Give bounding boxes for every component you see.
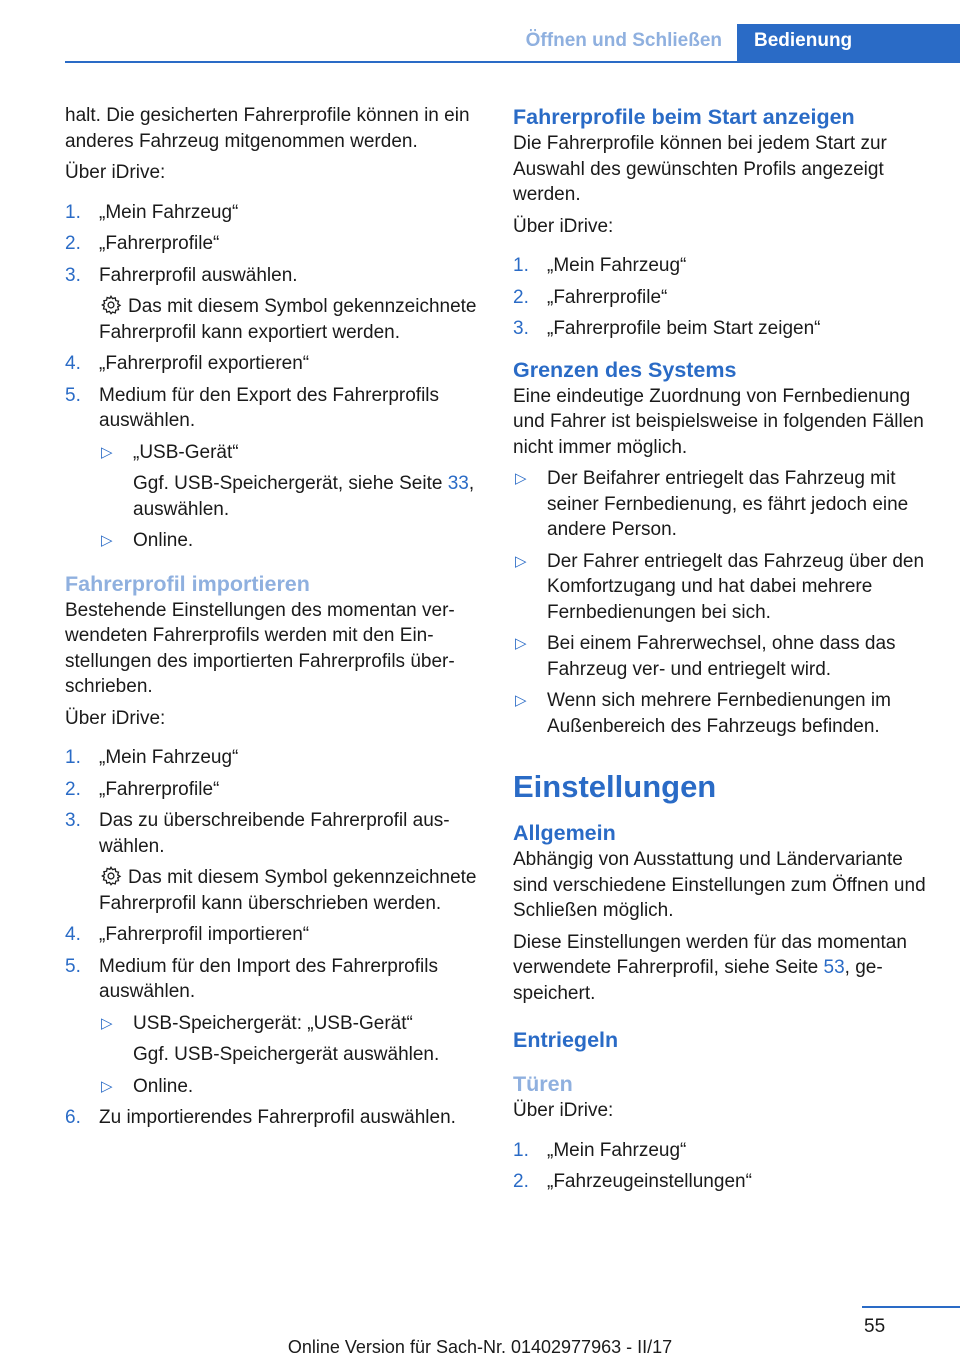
step-number: 1. xyxy=(513,1139,529,1161)
list-item xyxy=(513,466,933,543)
import-heading: Fahrerprofil importieren xyxy=(65,571,310,596)
idrive-label: Über iDrive: xyxy=(513,215,614,237)
step-number: 3. xyxy=(65,810,81,831)
step-number: 4. xyxy=(65,353,81,374)
step-number: 1. xyxy=(65,201,81,223)
header-chapter-tab: Bedienung xyxy=(737,24,960,61)
doors-heading: Türen xyxy=(513,1072,573,1096)
start-steps xyxy=(513,253,933,342)
limits-list xyxy=(513,466,933,739)
step-text: „Fahrerprofile“ xyxy=(547,286,668,308)
list-item xyxy=(65,745,477,771)
import-medium-options xyxy=(99,1011,477,1100)
header-section-title: Öffnen und Schließen xyxy=(525,30,722,51)
page-link[interactable]: 33 xyxy=(447,473,469,494)
idrive-label: Über iDrive: xyxy=(65,162,166,183)
general-heading: Allgemein xyxy=(513,821,616,845)
gear-icon xyxy=(100,294,122,316)
step-number: 3. xyxy=(65,264,81,286)
step-text: „Fahrerprofile beim Start zeigen“ xyxy=(547,318,821,339)
limits-text: Eine eindeutige Zuordnung von Fernbedienung und Fahrer ist beispielsweise in folgenden Fällen nicht immer möglich. xyxy=(513,385,924,458)
page-number: 55 xyxy=(864,1316,886,1337)
list-item xyxy=(65,231,477,257)
list-item xyxy=(99,1074,477,1100)
step-number: 6. xyxy=(65,1107,81,1128)
subtext-pre: Ggf. USB-Speichergerät, siehe Seite xyxy=(133,473,443,494)
step-text: „Fahrerprofile“ xyxy=(99,233,220,254)
bullet-text: USB-Speichergerät: „USB-Gerät“ xyxy=(133,1012,413,1034)
list-item xyxy=(513,549,933,626)
step-text: „Fahrerprofil exportieren“ xyxy=(99,353,310,374)
step-number: 4. xyxy=(65,924,81,945)
list-item xyxy=(513,688,933,739)
page-number-rule xyxy=(862,1306,960,1308)
idrive-label: Über iDrive: xyxy=(65,707,166,729)
import-steps xyxy=(65,745,477,1131)
general-text-2 xyxy=(513,930,933,1007)
intro-text: halt. Die gesicherten Fahrerprofile können in ein anderes Fahrzeug mitgenommen werden. xyxy=(65,105,470,152)
step-text: „Mein Fahrzeug“ xyxy=(99,747,239,768)
right-column xyxy=(513,103,933,1205)
list-item xyxy=(513,285,933,311)
triangle-bullet-icon: ▷ xyxy=(515,552,527,570)
bullet-text: Der Fahrer entriegelt das Fahrzeug über den Komfortzugang und hat dabei mehrere Fernbedienungen bei sich. xyxy=(547,550,925,623)
export-medium-options xyxy=(99,440,477,554)
text-pre: Diese Einstellungen werden für das momentan verwendete Fahrerprofil, siehe Seite xyxy=(513,931,907,978)
bullet-subtext xyxy=(133,471,477,522)
bullet-text: „USB-Gerät“ xyxy=(133,441,239,463)
triangle-bullet-icon: ▷ xyxy=(101,1077,113,1095)
start-heading: Fahrerprofile beim Start anzeigen xyxy=(513,105,855,129)
step-text: „Fahrerprofil importieren“ xyxy=(99,924,310,945)
bullet-subtext: Ggf. USB-Speichergerät auswählen. xyxy=(133,1044,440,1065)
text-post: , gespeichert. xyxy=(513,957,883,1004)
header-rule xyxy=(65,61,960,63)
list-item xyxy=(65,351,477,377)
general-text-1: Abhängig von Ausstattung und Ländervariante sind verschiedene Einstellungen zum Öffnen und Schließen möglich. xyxy=(513,849,926,921)
step-number: 2. xyxy=(513,286,529,308)
list-item xyxy=(513,1169,933,1195)
list-item xyxy=(65,808,477,916)
step-text: „Mein Fahrzeug“ xyxy=(547,255,687,276)
triangle-bullet-icon: ▷ xyxy=(515,692,527,709)
step-text: Fahrerprofil auswählen. xyxy=(99,264,298,286)
export-steps xyxy=(65,200,477,554)
bullet-text: Der Beifahrer entriegelt das Fahrzeug mit seiner Fernbedienung, es fährt jedoch eine andere Person. xyxy=(547,468,909,540)
note-text: Das mit diesem Symbol gekennzeichnete Fahrerprofil kann überschrieben werden. xyxy=(99,867,477,914)
step-number: 2. xyxy=(65,778,81,800)
list-item xyxy=(65,777,477,803)
list-item xyxy=(65,922,477,948)
list-item xyxy=(513,631,933,682)
step-number: 5. xyxy=(65,955,81,977)
bullet-text: Online. xyxy=(133,530,194,551)
step-number: 2. xyxy=(65,233,81,254)
page-link[interactable]: 53 xyxy=(823,957,845,978)
step-number: 2. xyxy=(513,1171,529,1192)
triangle-bullet-icon: ▷ xyxy=(515,470,527,487)
step-text: Medium für den Export des Fahrerprofils auswählen. xyxy=(99,384,440,431)
list-item xyxy=(99,1011,477,1068)
triangle-bullet-icon: ▷ xyxy=(101,532,113,549)
settings-heading: Einstellungen xyxy=(513,769,717,804)
step-text: „Mein Fahrzeug“ xyxy=(99,201,239,223)
import-text: Bestehende Einstellungen des momentan verwendeten Fahrerprofils werden mit den Einstellungen des importierten Fahrerprofils überschrieben. xyxy=(65,599,455,697)
doors-steps xyxy=(513,1138,933,1195)
start-text: Die Fahrerprofile können bei jedem Start zur Auswahl des gewünschten Profils angezeigt werden. xyxy=(513,133,887,205)
step-number: 1. xyxy=(513,255,529,276)
import-note xyxy=(99,865,477,916)
list-item xyxy=(513,253,933,279)
bullet-text: Wenn sich mehrere Fernbedienungen im Außenbereich des Fahrzeugs befinden. xyxy=(547,690,891,737)
list-item xyxy=(513,1138,933,1164)
list-item xyxy=(99,528,477,554)
limits-heading: Grenzen des Systems xyxy=(513,357,737,382)
bullet-text: Bei einem Fahrerwechsel, ohne dass das Fahrzeug ver- und entriegelt wird. xyxy=(547,633,896,680)
list-item xyxy=(65,200,477,226)
idrive-label: Über iDrive: xyxy=(513,1100,614,1121)
list-item xyxy=(65,954,477,1100)
step-text: Zu importierendes Fahrerprofil auswählen. xyxy=(99,1107,456,1128)
list-item xyxy=(65,263,477,346)
list-item xyxy=(65,1105,477,1131)
gear-icon xyxy=(100,865,122,887)
step-number: 5. xyxy=(65,384,81,406)
step-number: 1. xyxy=(65,747,81,768)
step-text: „Fahrzeugeinstellungen“ xyxy=(547,1171,752,1192)
footer-text: Online Version für Sach-Nr. 01402977963 - II/17 xyxy=(287,1337,673,1357)
step-text: Das zu überschreibende Fahrerprofil auswählen. xyxy=(99,810,450,857)
bullet-text: Online. xyxy=(133,1075,194,1097)
note-text: Das mit diesem Symbol gekennzeichnete Fahrerprofil kann exportiert werden. xyxy=(99,296,477,343)
step-text: „Mein Fahrzeug“ xyxy=(547,1139,687,1161)
left-column xyxy=(65,103,477,1141)
list-item xyxy=(99,440,477,523)
triangle-bullet-icon: ▷ xyxy=(515,635,527,652)
subtext-post: , auswählen. xyxy=(133,473,475,520)
list-item xyxy=(65,383,477,554)
unlock-heading: Entriegeln xyxy=(513,1028,619,1052)
triangle-bullet-icon: ▷ xyxy=(101,1014,113,1032)
triangle-bullet-icon: ▷ xyxy=(101,443,113,461)
step-text: „Fahrerprofile“ xyxy=(99,778,220,800)
step-text: Medium für den Import des Fahrerprofils auswählen. xyxy=(99,955,438,1002)
step-number: 3. xyxy=(513,318,529,339)
export-note xyxy=(99,294,477,345)
list-item xyxy=(513,316,933,342)
